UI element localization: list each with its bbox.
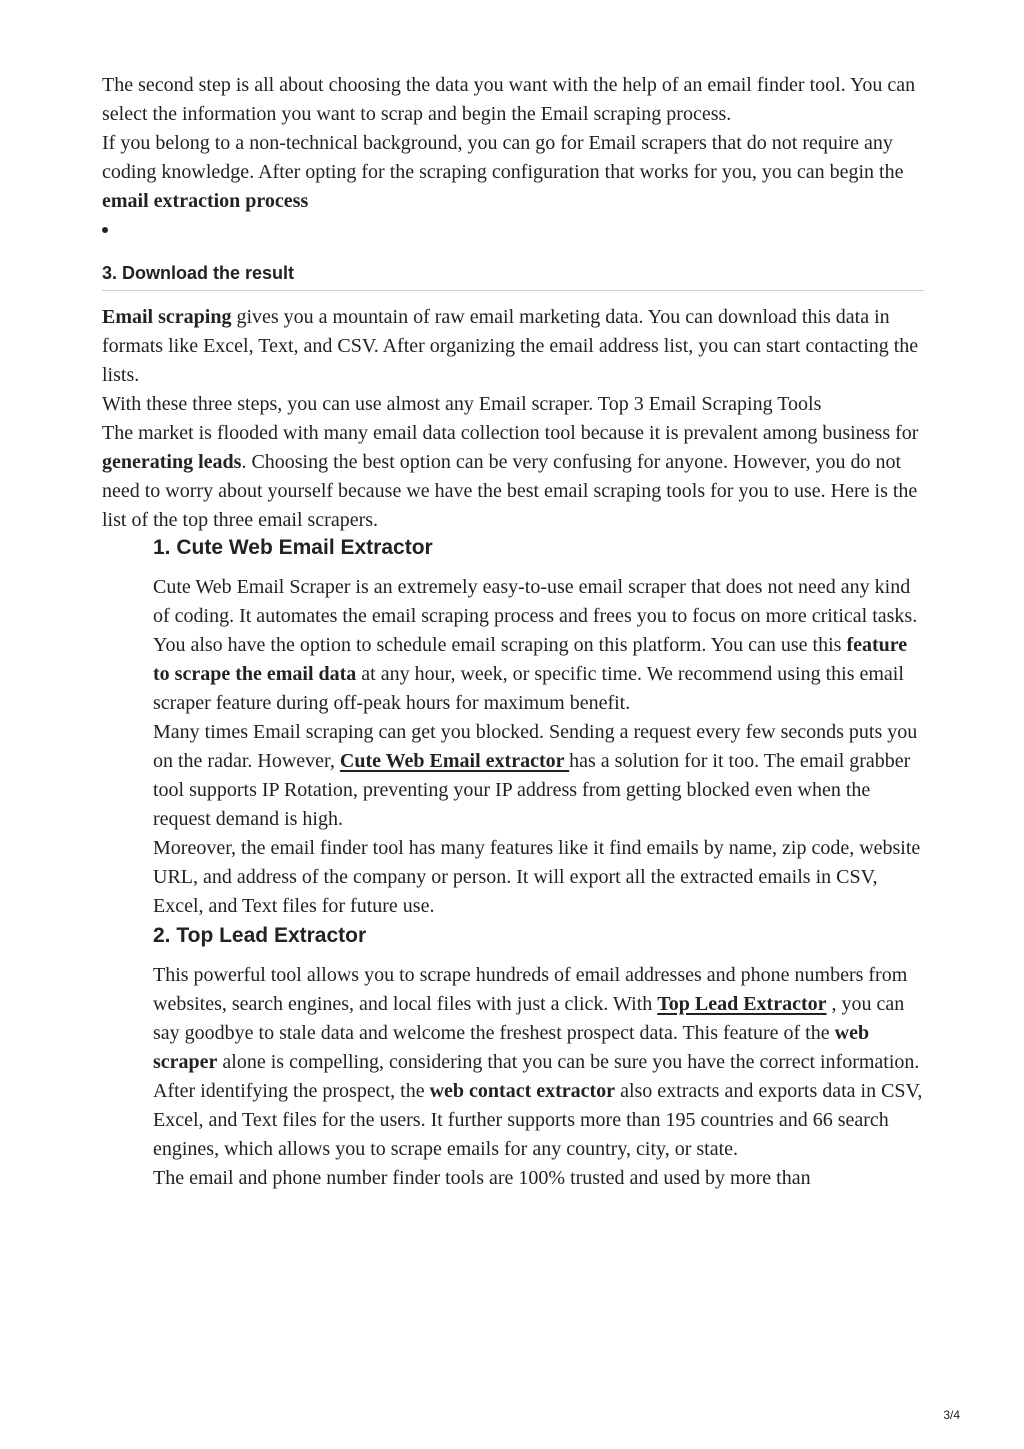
tool2-paragraph-1-text-b: , you can say goodbye to stale data and welcome the freshest prospect data. This feature of the (153, 993, 905, 1044)
tool1-paragraph-2 (153, 631, 924, 718)
section3-paragraph-1 (102, 303, 924, 390)
section3-bold-leads: generating leads (102, 451, 242, 473)
tool1-block (153, 535, 924, 1193)
intro-paragraph-1: The second step is all about choosing the data you want with the help of an email finder tool. You can select the information you want to scrap and begin the Email scraping process. (102, 74, 916, 125)
section3-paragraph-2: With these three steps, you can use almost any Email scraper. Top 3 Email Scraping Tools (102, 393, 822, 415)
empty-bullet (102, 216, 924, 262)
tool1-paragraph-3 (153, 718, 924, 834)
section-heading-download: 3. Download the result (102, 262, 924, 291)
section3-bold-lead: Email scraping (102, 306, 232, 328)
tool1-paragraph-2-text-a: You also have the option to schedule email scraping on this platform. You can use this (153, 634, 847, 656)
bullet-dot (102, 227, 108, 233)
tool1-heading: 1. Cute Web Email Extractor (153, 536, 433, 559)
tool1-paragraph-4: Moreover, the email finder tool has many features like it find emails by name, zip code, website URL, and address of the company or person. It will export all the extracted emails in CSV, Excel, and Text files for future use. (153, 837, 921, 917)
tool2-paragraph-2-text-b: also extracts and exports data in CSV, Excel, and Text files for the users. It further supports more than 195 countries and 66 search engines, which allows you to scrape emails for any country, city, or state. (153, 1080, 923, 1160)
content-column (102, 71, 924, 1193)
intro-paragraph-2 (102, 129, 924, 216)
intro-paragraph-2-text: If you belong to a non-technical background, you can go for Email scrapers that do not require any coding knowledge. After opting for the scraping configuration that works for you, you can begin the (102, 132, 904, 183)
tool1-paragraph-1: Cute Web Email Scraper is an extremely easy-to-use email scraper that does not need any kind of coding. It automates the email scraping process and frees you to focus on more critical tasks. (153, 576, 918, 627)
tool1-paragraph-3-text-b: has a solution for it too. The email grabber tool supports IP Rotation, preventing your IP address from getting blocked even when the request demand is high. (153, 750, 911, 830)
tool2-bold-contact-extractor: web contact extractor (429, 1080, 616, 1102)
tool1-paragraph-3-text-a: Many times Email scraping can get you blocked. Sending a request every few seconds puts you on the radar. However, (153, 721, 918, 772)
tool2-paragraph-1-text-c: alone is compelling, considering that you can be sure you have the correct information. (217, 1051, 920, 1073)
cute-web-email-extractor-link[interactable]: Cute Web Email extractor (339, 750, 570, 772)
tool2-paragraph-1-text-a: This powerful tool allows you to scrape hundreds of email addresses and phone numbers from websites, search engines, and local files with just a click. With (153, 964, 908, 1015)
section3-paragraph-3-text-a: The market is flooded with many email data collection tool because it is prevalent among business for (102, 422, 919, 444)
top-lead-extractor-link[interactable]: Top Lead Extractor (657, 993, 827, 1015)
tool2-paragraph-3: The email and phone number finder tools are 100% trusted and used by more than (153, 1167, 811, 1189)
section3-paragraph-3 (102, 419, 924, 535)
page-number: 3/4 (943, 1408, 960, 1422)
tool2-bold-web-scraper: web scraper (153, 1022, 870, 1073)
tool2-paragraph-2 (153, 1077, 924, 1164)
tool1-paragraph-2-text-b: at any hour, week, or specific time. We recommend using this email scraper feature during off-peak hours for maximum benefit. (153, 663, 904, 714)
tool1-bold-feature: feature to scrape the email data (153, 634, 908, 685)
tool2-paragraph-2-text-a: After identifying the prospect, the (153, 1080, 430, 1102)
section3-paragraph-3-text-b: . Choosing the best option can be very confusing for anyone. However, you do not need to worry about yourself because we have the best email scraping tools for you to use. Here is the list of the top three email scrapers. (102, 451, 918, 531)
intro-bold-text: email extraction process (102, 190, 309, 212)
section3-paragraph-1-text: gives you a mountain of raw email marketing data. You can download this data in formats like Excel, Text, and CSV. After organizing the email address list, you can start contacting the lists. (102, 306, 919, 386)
tool2-paragraph-1 (153, 961, 924, 1077)
tool2-heading: 2. Top Lead Extractor (153, 924, 367, 947)
